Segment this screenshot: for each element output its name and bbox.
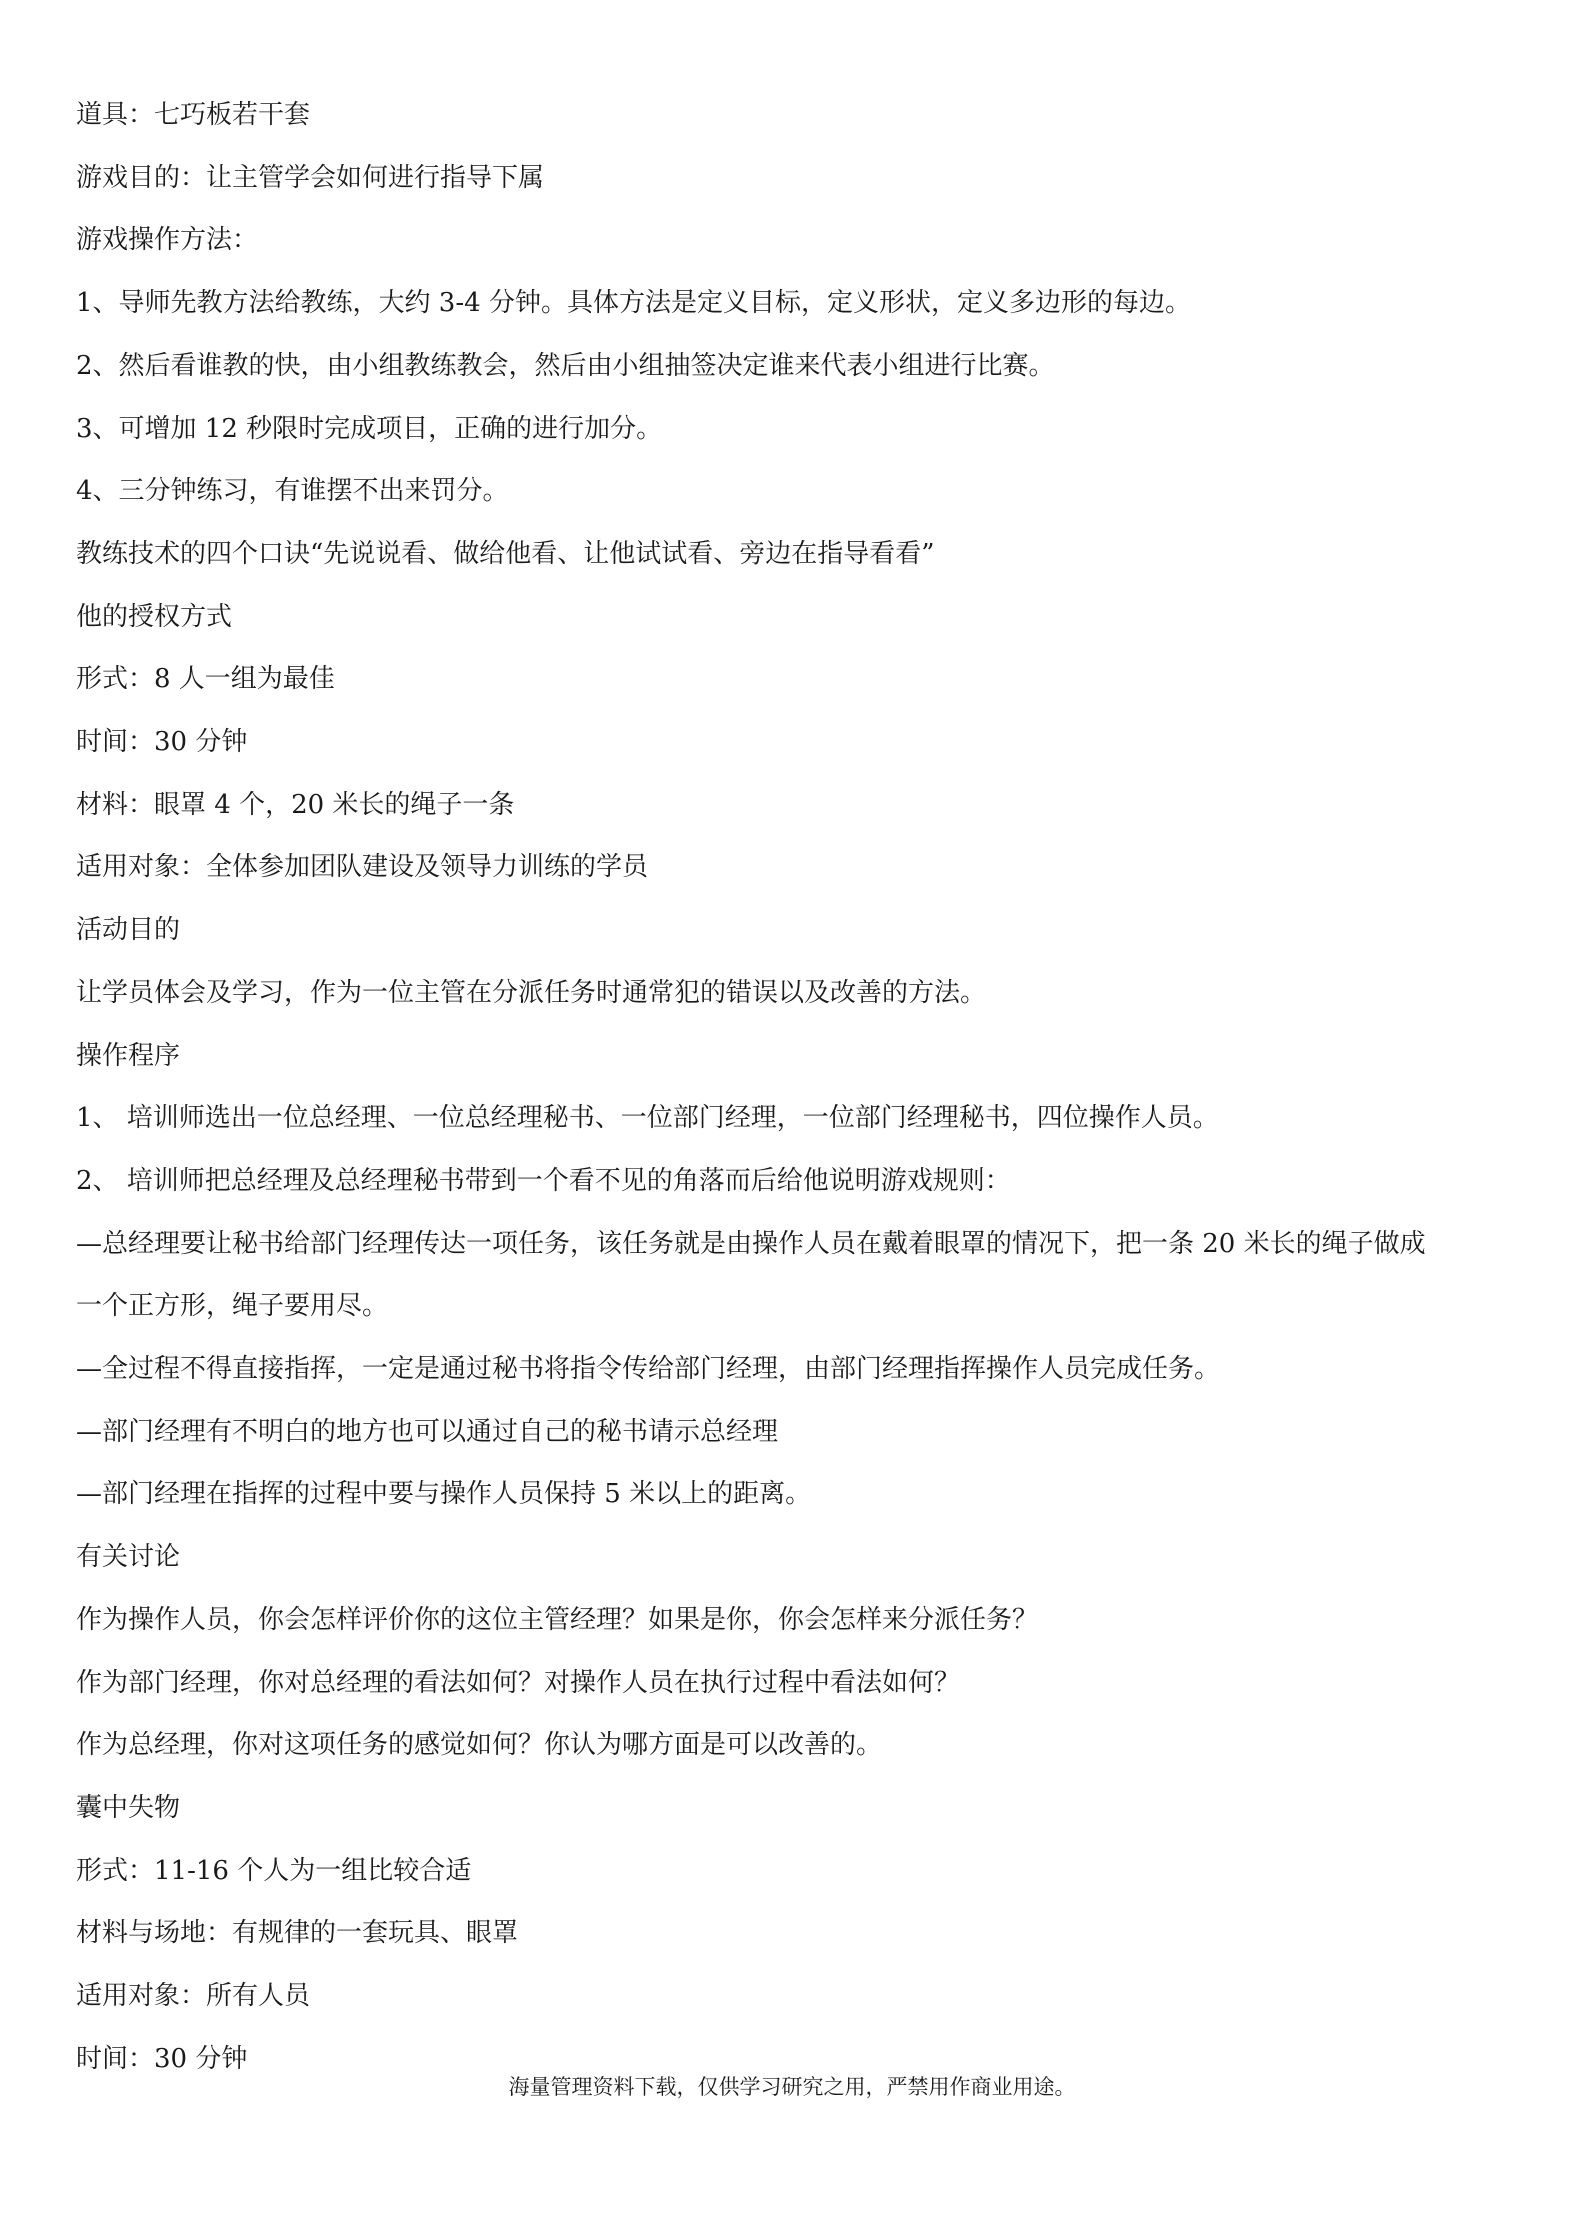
text-line: 游戏目的：让主管学会如何进行指导下属 [76, 162, 545, 193]
section-heading: 活动目的 [76, 915, 181, 946]
section-heading: 操作程序 [76, 1040, 181, 1071]
text-line: 适用对象：全体参加团队建设及领导力训练的学员 [76, 852, 649, 883]
list-item: 4、三分钟练习，有谁摆不出来罚分。 [76, 476, 509, 507]
rule-item: —部门经理在指挥的过程中要与操作人员保持 5 米以上的距离。 [76, 1479, 812, 1510]
section-heading: 囊中失物 [76, 1792, 181, 1823]
text-line: 让学员体会及学习，作为一位主管在分派任务时通常犯的错误以及改善的方法。 [76, 977, 987, 1008]
rule-item: —全过程不得直接指挥，一定是通过秘书将指令传给部门经理，由部门经理指挥操作人员完成任务。 [76, 1354, 1221, 1385]
list-item: 2、然后看谁教的快，由小组教练教会，然后由小组抽签决定谁来代表小组进行比赛。 [76, 350, 1055, 381]
rule-item: —总经理要让秘书给部门经理传达一项任务，该任务就是由操作人员在戴着眼罩的情况下，把一条 20 米长的绳子做成 [76, 1228, 1426, 1259]
text-line: 形式：11-16 个人为一组比较合适 [76, 1855, 472, 1886]
text-line: 作为总经理，你对这项任务的感觉如何？你认为哪方面是可以改善的。 [76, 1730, 883, 1761]
text-line: 适用对象：所有人员 [76, 1981, 311, 2012]
rule-item: —部门经理有不明白的地方也可以通过自己的秘书请示总经理 [76, 1416, 779, 1447]
text-line: 时间：30 分钟 [76, 2043, 248, 2074]
text-line: 形式：8 人一组为最佳 [76, 664, 335, 695]
text-line: 教练技术的四个口诀“先说说看、做给他看、让他试试看、旁边在指导看看” [76, 538, 935, 569]
section-heading: 游戏操作方法： [76, 225, 259, 256]
list-item: 2、 培训师把总经理及总经理秘书带到一个看不见的角落而后给他说明游戏规则： [76, 1165, 1011, 1196]
text-line: 材料与场地：有规律的一套玩具、眼罩 [76, 1918, 519, 1949]
list-item: 1、 培训师选出一位总经理、一位总经理秘书、一位部门经理，一位部门经理秘书，四位操作人员。 [76, 1103, 1219, 1134]
text-line: 作为部门经理，你对总经理的看法如何？对操作人员在执行过程中看法如何？ [76, 1667, 961, 1698]
section-heading: 他的授权方式 [76, 601, 233, 632]
document-body [76, 84, 1536, 2091]
page-footer: 海量管理资料下载，仅供学习研究之用，严禁用作商业用途。 [508, 2075, 1076, 2099]
text-line: 时间：30 分钟 [76, 727, 248, 758]
text-line: 道具：七巧板若干套 [76, 100, 311, 130]
list-item: 1、导师先教方法给教练，大约 3-4 分钟。具体方法是定义目标，定义形状，定义多边形的每边。 [76, 288, 1191, 319]
text-line: 作为操作人员，你会怎样评价你的这位主管经理？如果是你，你会怎样来分派任务？ [76, 1604, 1039, 1635]
rule-item-continuation: 一个正方形，绳子要用尽。 [76, 1291, 389, 1322]
list-item: 3、可增加 12 秒限时完成项目，正确的进行加分。 [76, 413, 663, 444]
section-heading: 有关讨论 [76, 1542, 181, 1573]
text-line: 材料：眼罩 4 个，20 米长的绳子一条 [76, 789, 515, 820]
